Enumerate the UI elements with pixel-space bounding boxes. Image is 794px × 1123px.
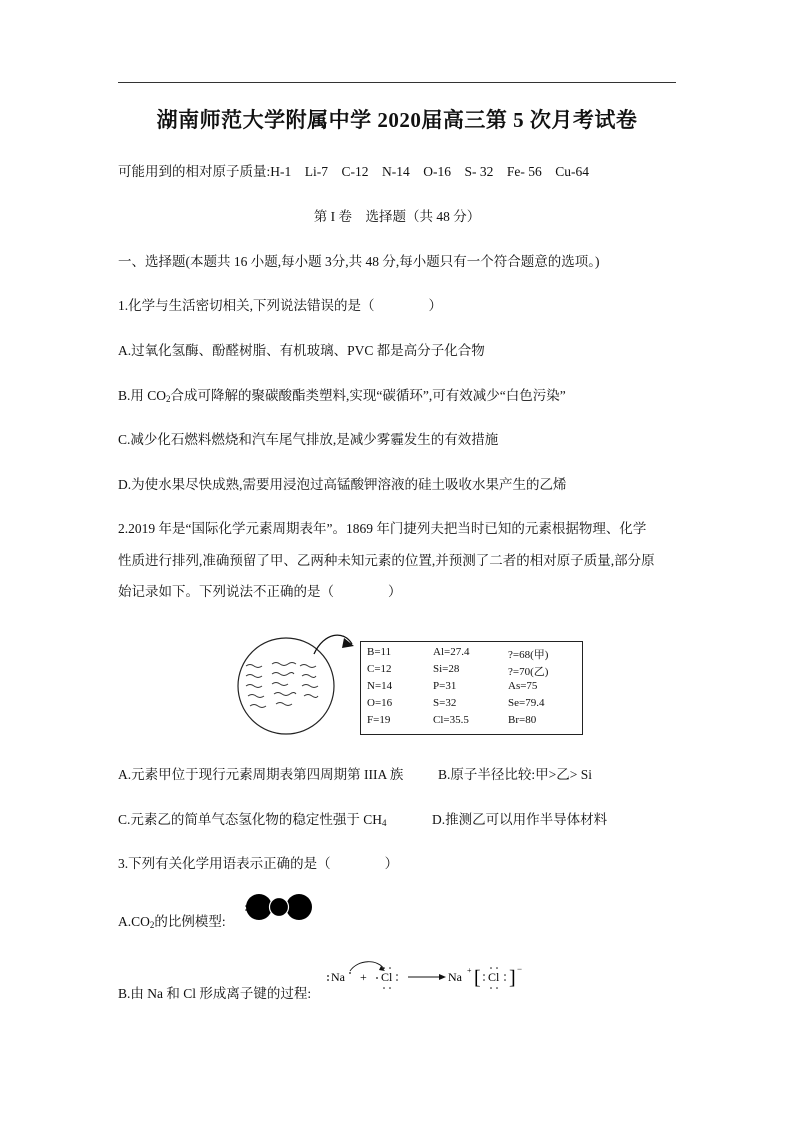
na-ion-charge: + [467,966,472,975]
q2-option-c [118,808,387,828]
section-instructions: 一、选择题(本题共 16 小题,每小题 3分,共 48 分,每小题只有一个符合题意的选项。) [118,254,600,269]
q3-option-b: B.由 Na 和 Cl 形成离子键的过程: [118,986,312,1001]
table-cell: ?=70(乙) [508,666,549,678]
co2-space-filling-model [244,892,314,922]
q2-stem-line-1: 2.2019 年是“国际化学元素周期表年”。1869 年门捷列夫把当时已知的元素根据物理、化学 [118,521,647,536]
q2-option-a: A.元素甲位于现行元素周期表第四周期第 IIIA 族 [118,767,404,782]
exam-title: 湖南师范大学附属中学 2020届高三第 5 次月考试卷 [156,108,638,132]
cl-ion-charge: − [517,964,523,974]
q1-option-a: A.过氧化氢酶、酚醛树脂、有机玻璃、PVC 都是高分子化合物 [118,343,485,358]
header-rule [118,82,676,83]
na-ion-label: Na [448,970,462,984]
element-table [360,641,583,735]
q3-option-a [118,910,226,930]
table-cell: As=75 [508,680,538,692]
q3-a-text-1: A.CO [118,914,150,929]
q1-stem: 1.化学与生活密切相关,下列说法错误的是（ ） [118,298,442,313]
left-bracket: [ [474,967,481,989]
right-bracket: ] [509,967,516,989]
table-cell: Si=28 [433,663,460,675]
table-cell: Al=27.4 [433,646,470,658]
q1-option-d: D.为使水果尽快成熟,需要用浸泡过高锰酸钾溶液的硅土吸收水果产生的乙烯 [118,477,567,492]
mendeleev-figure [236,630,586,738]
table-cell: Cl=35.5 [433,714,469,726]
cl-ion-label: Cl [488,970,500,984]
section-title: 第 I 卷 选择题（共 48 分） [313,209,481,224]
table-cell: C=12 [367,663,392,675]
q3-a-text-2: 的比例模型: [154,914,226,929]
q2-option-b: B.原子半径比较:甲>乙> Si [438,767,592,782]
table-cell: O=16 [367,697,393,709]
table-cell: N=14 [367,680,393,692]
table-cell: S=32 [433,697,457,709]
q2-option-d: D.推测乙可以用作半导体材料 [432,812,608,827]
q2-c-text: C.元素乙的简单气态氢化物的稳定性强于 CH [118,812,383,827]
ionic-bond-formation-diagram [326,960,526,994]
q3-a-subscript: 2 [149,920,155,930]
table-cell: P=31 [433,680,457,692]
q1-option-b [118,384,566,404]
q2-c-subscript: 4 [382,818,387,828]
plus-sign: + [360,970,367,984]
q1-b-text-1: B.用 CO [118,388,167,403]
q1-option-c: C.减少化石燃料燃烧和汽车尾气排放,是减少雾霾发生的有效措施 [118,432,499,447]
table-cell: Br=80 [508,714,537,726]
table-cell: ?=68(甲) [508,649,549,661]
cl-atom-label: Cl [381,970,393,984]
q3-stem: 3.下列有关化学用语表示正确的是（ ） [118,856,399,871]
table-cell: Se=79.4 [508,697,545,709]
table-cell: B=11 [367,646,392,658]
q1-b-subscript: 2 [166,394,171,404]
q2-stem-line-2: 性质进行排列,准确预留了甲、乙两种未知元素的位置,并预测了二者的相对原子质量,部分原 [118,553,655,568]
na-atom-label: Na [331,970,345,984]
manuscript-illustration [236,630,360,738]
table-cell: F=19 [367,714,391,726]
q2-stem-line-3: 始记录如下。下列说法不正确的是（ ） [118,584,402,599]
q1-b-text-2: 合成可降解的聚碳酸酯类塑料,实现“碳循环”,可有效减少“白色污染” [170,388,566,403]
atomic-mass-line: 可能用到的相对原子质量:H-1 Li-7 C-12 N-14 O-16 S- 32 Fe- 56 Cu-64 [118,164,589,179]
